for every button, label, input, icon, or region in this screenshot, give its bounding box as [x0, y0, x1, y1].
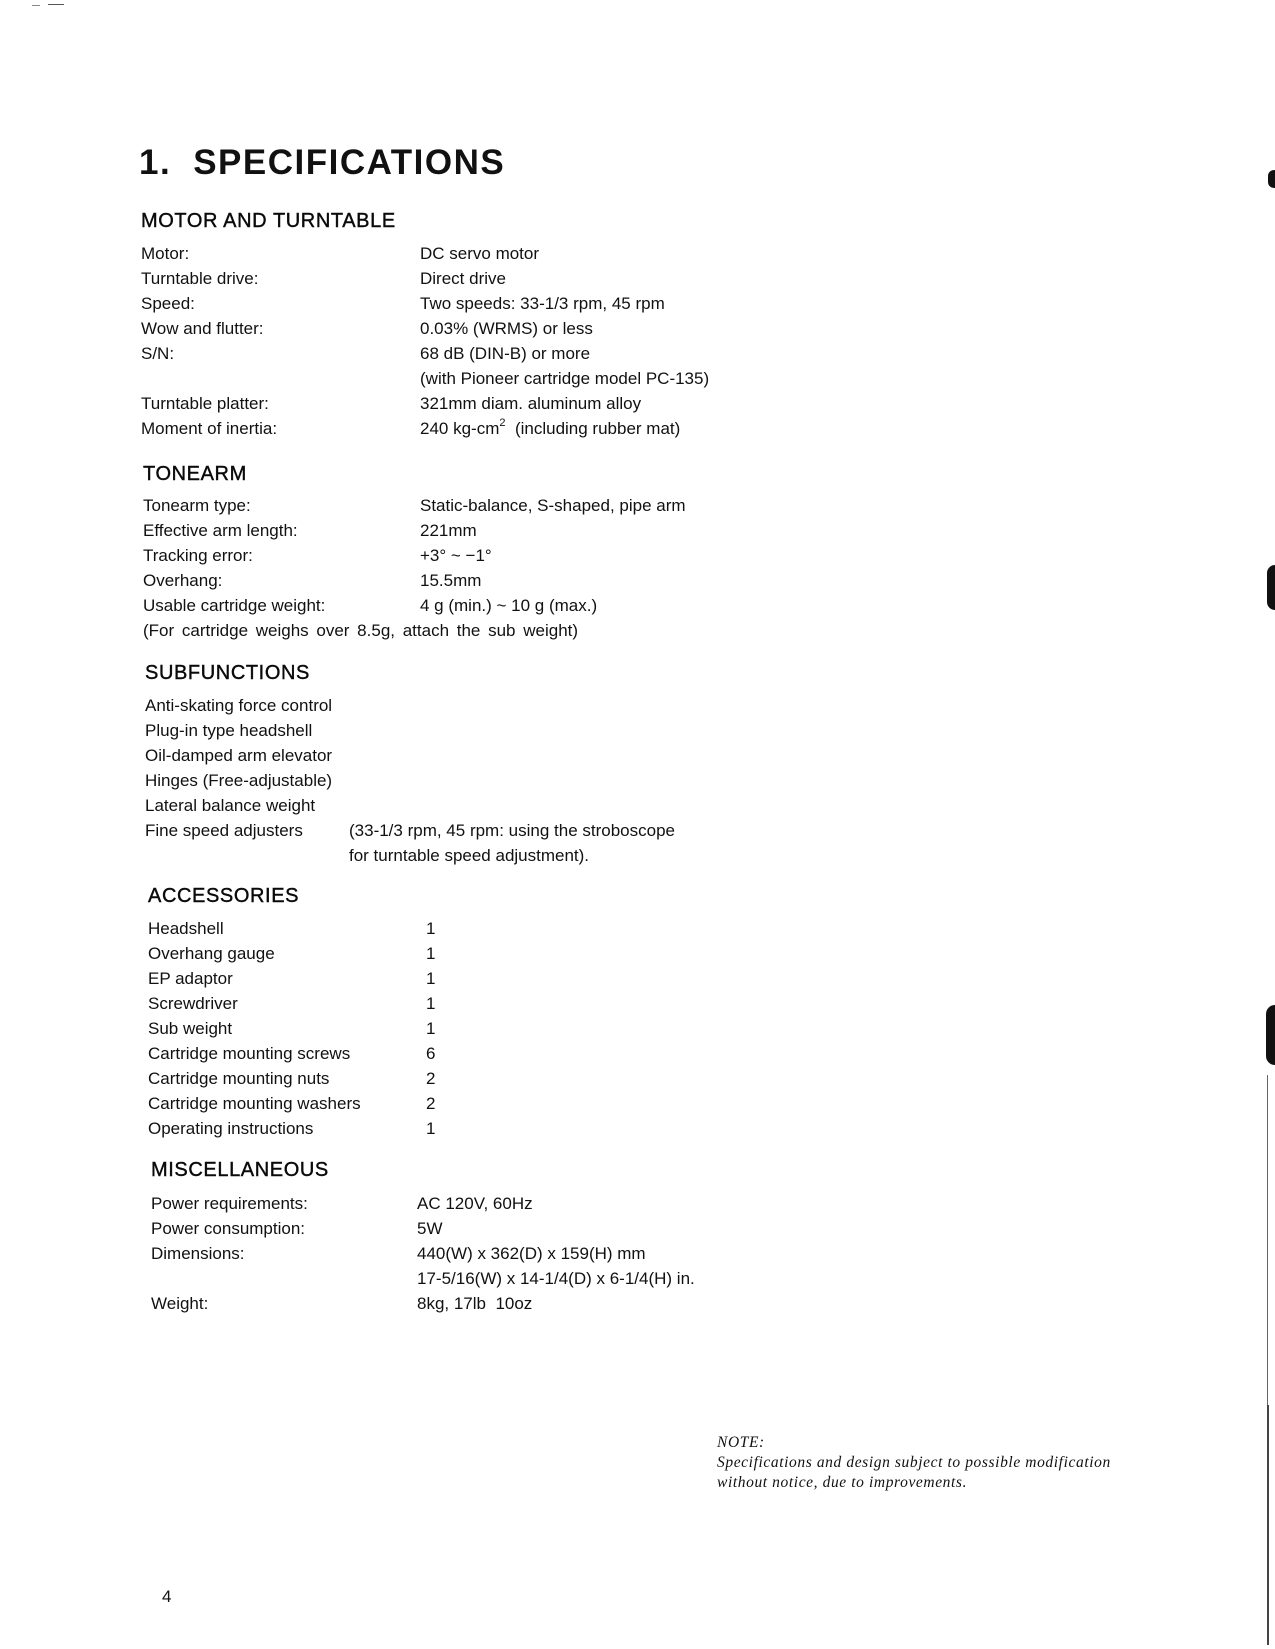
- spec-label: S/N:: [141, 344, 175, 363]
- accessory-name: Cartridge mounting screws: [148, 1044, 351, 1063]
- spec-label: Motor:: [141, 244, 190, 263]
- spec-value: 4 g (min.) ~ 10 g (max.): [420, 596, 598, 615]
- accessory-name: Headshell: [148, 919, 224, 938]
- spec-value: 17-5/16(W) x 14-1/4(D) x 6-1/4(H) in.: [417, 1269, 695, 1288]
- spec-value: 5W: [417, 1219, 443, 1238]
- spec-label: Power consumption:: [151, 1219, 306, 1238]
- spec-value: for turntable speed adjustment).: [349, 846, 590, 865]
- spec-label: Weight:: [151, 1294, 209, 1313]
- spec-value: 8kg, 17lb 10oz: [417, 1294, 533, 1313]
- spec-label: Wow and flutter:: [141, 319, 264, 338]
- scan-mark: [48, 4, 64, 5]
- spec-value: AC 120V, 60Hz: [417, 1194, 533, 1213]
- spec-value: [420, 418, 680, 440]
- spec-value: 15.5mm: [420, 571, 482, 590]
- accessory-name: Cartridge mounting nuts: [148, 1069, 330, 1088]
- spec-label: Speed:: [141, 294, 195, 313]
- accessory-name: Cartridge mounting washers: [148, 1094, 361, 1113]
- page-edge-line: [1267, 1405, 1269, 1645]
- accessory-qty: 1: [426, 1119, 436, 1138]
- accessory-name: Overhang gauge: [148, 944, 275, 963]
- spec-label: Moment of inertia:: [141, 419, 278, 438]
- accessory-name: EP adaptor: [148, 969, 233, 988]
- accessory-qty: 1: [426, 944, 436, 963]
- page-title: [139, 143, 505, 183]
- spec-label: Usable cartridge weight:: [143, 596, 326, 615]
- spec-label: Turntable platter:: [141, 394, 269, 413]
- accessory-name: Operating instructions: [148, 1119, 314, 1138]
- superscript: 2: [499, 417, 506, 430]
- spec-value: Two speeds: 33-1/3 rpm, 45 rpm: [420, 294, 665, 313]
- spec-value: 440(W) x 362(D) x 159(H) mm: [417, 1244, 646, 1263]
- accessory-name: Screwdriver: [148, 994, 238, 1013]
- accessory-name: Sub weight: [148, 1019, 233, 1038]
- page-edge-line: [1267, 1075, 1268, 1405]
- binding-hole-mark: [1267, 565, 1275, 610]
- heading-miscellaneous: MISCELLANEOUS: [151, 1159, 329, 1181]
- accessory-qty: 1: [426, 994, 436, 1013]
- heading-motor-and-turntable: MOTOR AND TURNTABLE: [141, 210, 396, 232]
- spec-label: Power requirements:: [151, 1194, 308, 1213]
- binding-hole-mark: [1268, 170, 1275, 188]
- accessory-qty: 2: [426, 1094, 436, 1113]
- list-item: Lateral balance weight: [145, 796, 316, 815]
- spec-label: Dimensions:: [151, 1244, 245, 1263]
- spec-value: +3° ~ −1°: [420, 546, 492, 565]
- tonearm-sub-weight-note: (For cartridge weighs over 8.5g, attach the sub weight): [143, 621, 579, 640]
- spec-value: 221mm: [420, 521, 477, 540]
- spec-value: Static-balance, S-shaped, pipe arm: [420, 496, 686, 515]
- heading-subfunctions: SUBFUNCTIONS: [145, 662, 310, 684]
- spec-value: (with Pioneer cartridge model PC-135): [420, 369, 710, 388]
- section-number: 1.: [139, 143, 172, 182]
- list-item: Oil-damped arm elevator: [145, 746, 333, 765]
- note-line: Specifications and design subject to possible modification: [717, 1454, 1111, 1471]
- accessory-qty: 1: [426, 969, 436, 988]
- spec-value: 68 dB (DIN-B) or more: [420, 344, 591, 363]
- value-text: (including rubber mat): [505, 419, 681, 438]
- accessory-qty: 1: [426, 919, 436, 938]
- modification-note: [717, 1433, 1111, 1493]
- spec-value: 321mm diam. aluminum alloy: [420, 394, 642, 413]
- spec-label: Tracking error:: [143, 546, 253, 565]
- spec-label: Effective arm length:: [143, 521, 298, 540]
- spec-label: Overhang:: [143, 571, 223, 590]
- page-number: 4: [162, 1587, 172, 1606]
- binding-hole-mark: [1266, 1005, 1275, 1065]
- note-line: without notice, due to improvements.: [717, 1474, 968, 1491]
- accessory-qty: 6: [426, 1044, 436, 1063]
- list-item: Anti-skating force control: [145, 696, 333, 715]
- accessory-qty: 1: [426, 1019, 436, 1038]
- heading-tonearm: TONEARM: [143, 463, 247, 485]
- spec-label: Fine speed adjusters: [145, 821, 303, 840]
- title-text: SPECIFICATIONS: [193, 143, 506, 182]
- list-item: Hinges (Free-adjustable): [145, 771, 333, 790]
- value-text: 240 kg-cm: [420, 419, 500, 438]
- spec-value: (33-1/3 rpm, 45 rpm: using the stroboscope: [349, 821, 675, 840]
- heading-accessories: ACCESSORIES: [148, 885, 300, 907]
- list-item: Plug-in type headshell: [145, 721, 313, 740]
- spec-value: DC servo motor: [420, 244, 540, 263]
- spec-label: Turntable drive:: [141, 269, 259, 288]
- spec-value: 0.03% (WRMS) or less: [420, 319, 593, 338]
- accessory-qty: 2: [426, 1069, 436, 1088]
- spec-label: Tonearm type:: [143, 496, 251, 515]
- scan-mark: [32, 5, 40, 6]
- note-label: NOTE:: [717, 1434, 765, 1451]
- spec-value: Direct drive: [420, 269, 506, 288]
